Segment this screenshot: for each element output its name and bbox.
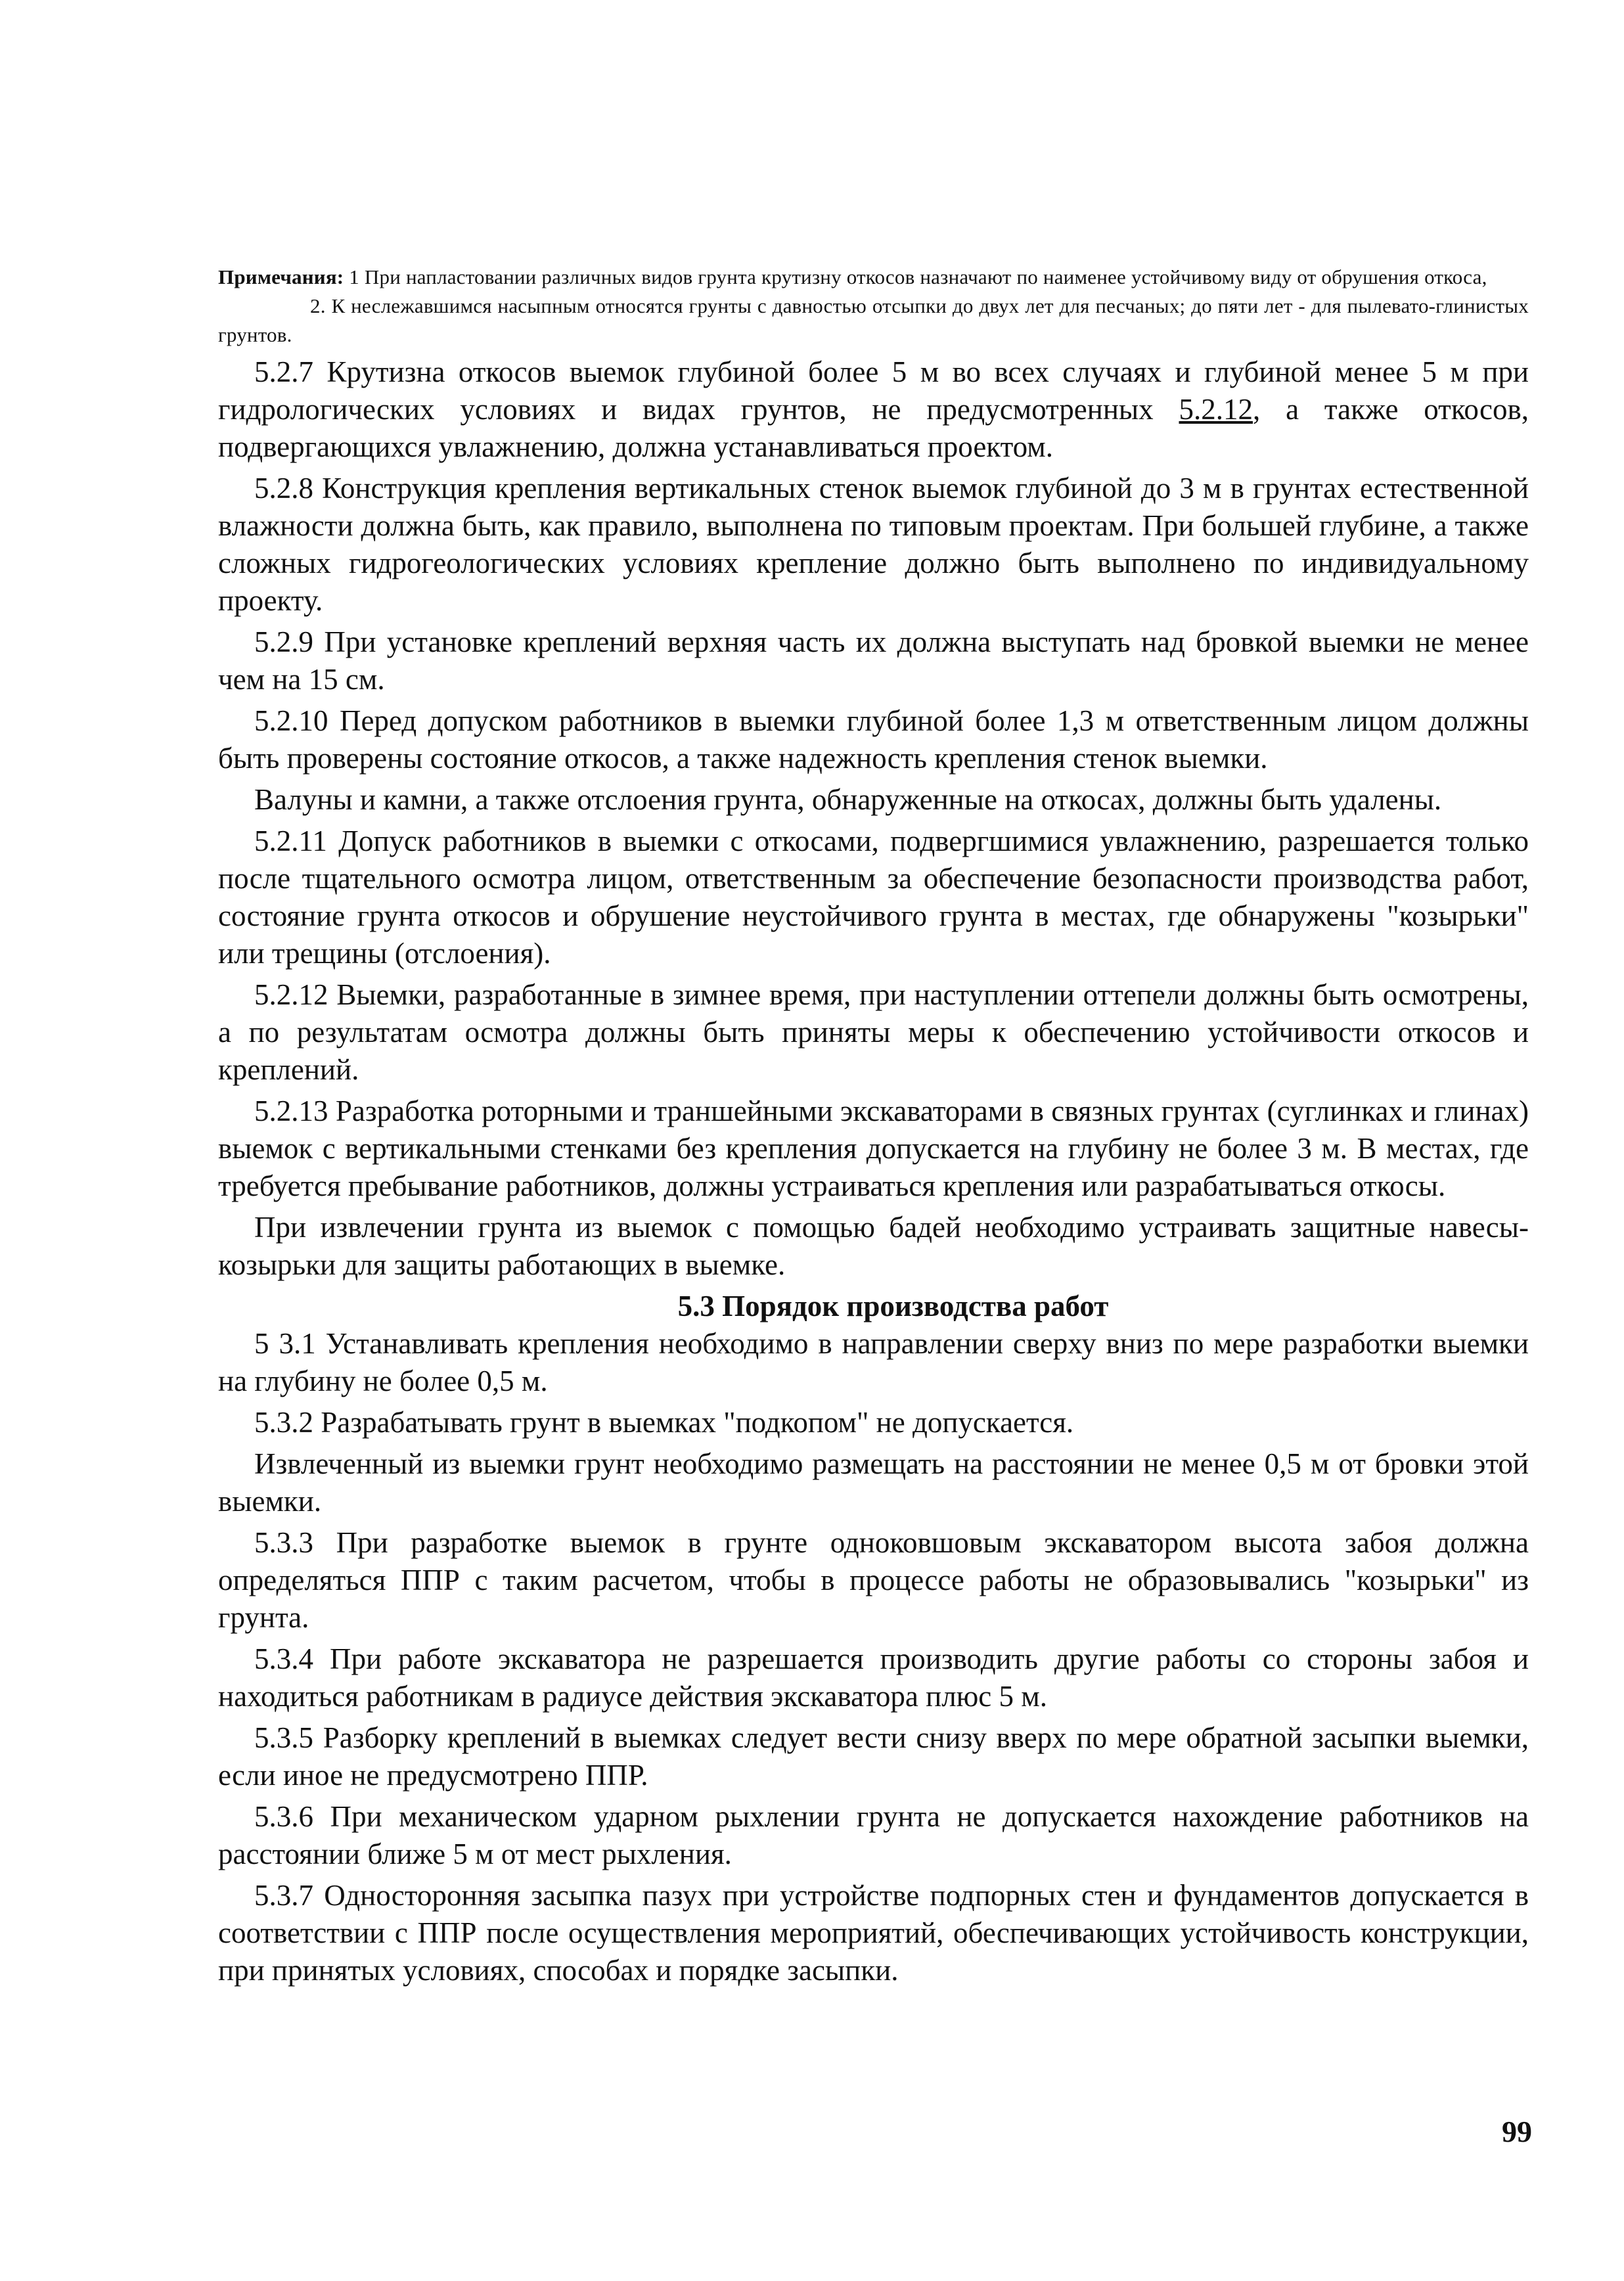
document-page: [218, 263, 1529, 1993]
section-heading: 5.3 Порядок производства работ: [677, 1290, 1109, 1322]
paragraph-5-2-11: 5.2.11 Допуск работников в выемки с откосами, подвергшимися увлажнению, разрешается только после тщательного осмотра лицом, ответственным за обеспечение безопасности производства работ, состояние грунта откосов и обрушение неустойчивого грунта в местах, где обнаружены "козырьки" или трещины (отслоения).: [218, 824, 1529, 970]
paragraph-5-2-10: 5.2.10 Перед допуском работников в выемки глубиной более 1,3 м ответственным лицом должны быть проверены состояние откосов, а также надежность крепления стенок выемки.: [218, 704, 1529, 775]
note-2: 2. К неслежавшимся насыпным относятся грунты с давностью отсыпки до двух лет для песчаных; до пяти лет - для пылевато-глинистых грунтов.: [218, 294, 1529, 346]
note-1-text: 1 При напластовании различных видов грунта крутизну откосов назначают по наименее устойчивому виду от обрушения откоса,: [344, 265, 1487, 288]
paragraph-5-2-12: 5.2.12 Выемки, разработанные в зимнее время, при наступлении оттепели должны быть осмотрены, а по результатам осмотра должны быть приняты меры к обеспечению устойчивости откосов и креплений.: [218, 978, 1529, 1086]
paragraph-5-2-7: [218, 353, 1529, 466]
paragraph-5-2-8: 5.2.8 Конструкция крепления вертикальных стенок выемок глубиной до 3 м в грунтах естественной влажности должна быть, как правило, выполнена по типовым проектам. При большей глубине, а также сложных гидрогеологических условиях крепление должно быть выполнено по индивидуальному проекту.: [218, 472, 1529, 617]
paragraph-5-3-2-continuation: Извлеченный из выемки грунт необходимо размещать на расстоянии не менее 0,5 м от бровки этой выемки.: [218, 1447, 1529, 1518]
paragraph-5-3-3: 5.3.3 При разработке выемок в грунте одноковшовым экскаватором высота забоя должна определяться ППР с таким расчетом, чтобы в процессе работы не образовывались "козырьки" из грунта.: [218, 1526, 1529, 1634]
body-text: [218, 353, 1529, 1989]
paragraph-5-2-9: 5.2.9 При установке креплений верхняя часть их должна выступать над бровкой выемки не менее чем на 15 см.: [218, 625, 1529, 696]
paragraph-5-2-7-after: , а также откосов, подвергающихся увлажнению, должна устанавливаться проектом.: [218, 393, 1529, 463]
note-1: [218, 263, 1529, 292]
paragraph-5-2-13-continuation: При извлечении грунта из выемок с помощью бадей необходимо устраивать защитные навесы-козырьки для защиты работающих в выемке.: [218, 1211, 1529, 1281]
notes-block: [218, 263, 1529, 350]
paragraph-5-3-2: 5.3.2 Разрабатывать грунт в выемках "подкопом" не допускается.: [254, 1406, 1074, 1439]
notes-label: Примечания:: [218, 265, 344, 288]
paragraph-5-2-13: 5.2.13 Разработка роторными и траншейными экскаваторами в связных грунтах (суглинках и глинах) выемок с вертикальными стенками без крепления допускается на глубину не более 3 м. В местах, где требуется пребывание работников, должны устраиваться крепления или разрабатываться откосы.: [218, 1095, 1529, 1202]
reference-link-5-2-12[interactable]: 5.2.12: [1179, 393, 1253, 426]
paragraph-5-3-7: 5.3.7 Односторонняя засыпка пазух при устройстве подпорных стен и фундаментов допускается в соответствии с ППР после осуществления мероприятий, обеспечивающих устойчивость конструкции, при принятых условиях, способах и порядке засыпки.: [218, 1879, 1529, 1987]
paragraph-5-3-1: 5 3.1 Устанавливать крепления необходимо в направлении сверху вниз по мере разработки выемки на глубину не более 0,5 м.: [218, 1327, 1529, 1397]
paragraph-5-2-10-continuation: Валуны и камни, а также отслоения грунта, обнаруженные на откосах, должны быть удалены.: [254, 783, 1442, 816]
paragraph-5-2-7-before: 5.2.7 Крутизна откосов выемок глубиной более 5 м во всех случаях и глубиной менее 5 м при гидрологических условиях и видах грунтов, не предусмотренных: [218, 355, 1529, 426]
paragraph-5-3-6: 5.3.6 При механическом ударном рыхлении грунта не допускается нахождение работников на расстоянии ближе 5 м от мест рыхления.: [218, 1800, 1529, 1870]
page-number: 99: [1502, 2115, 1532, 2148]
paragraph-5-3-4: 5.3.4 При работе экскаватора не разрешается производить другие работы со стороны забоя и находиться работникам в радиусе действия экскаватора плюс 5 м.: [218, 1642, 1529, 1713]
paragraph-5-3-5: 5.3.5 Разборку креплений в выемках следует вести снизу вверх по мере обратной засыпки выемки, если иное не предусмотрено ППР.: [218, 1721, 1529, 1792]
